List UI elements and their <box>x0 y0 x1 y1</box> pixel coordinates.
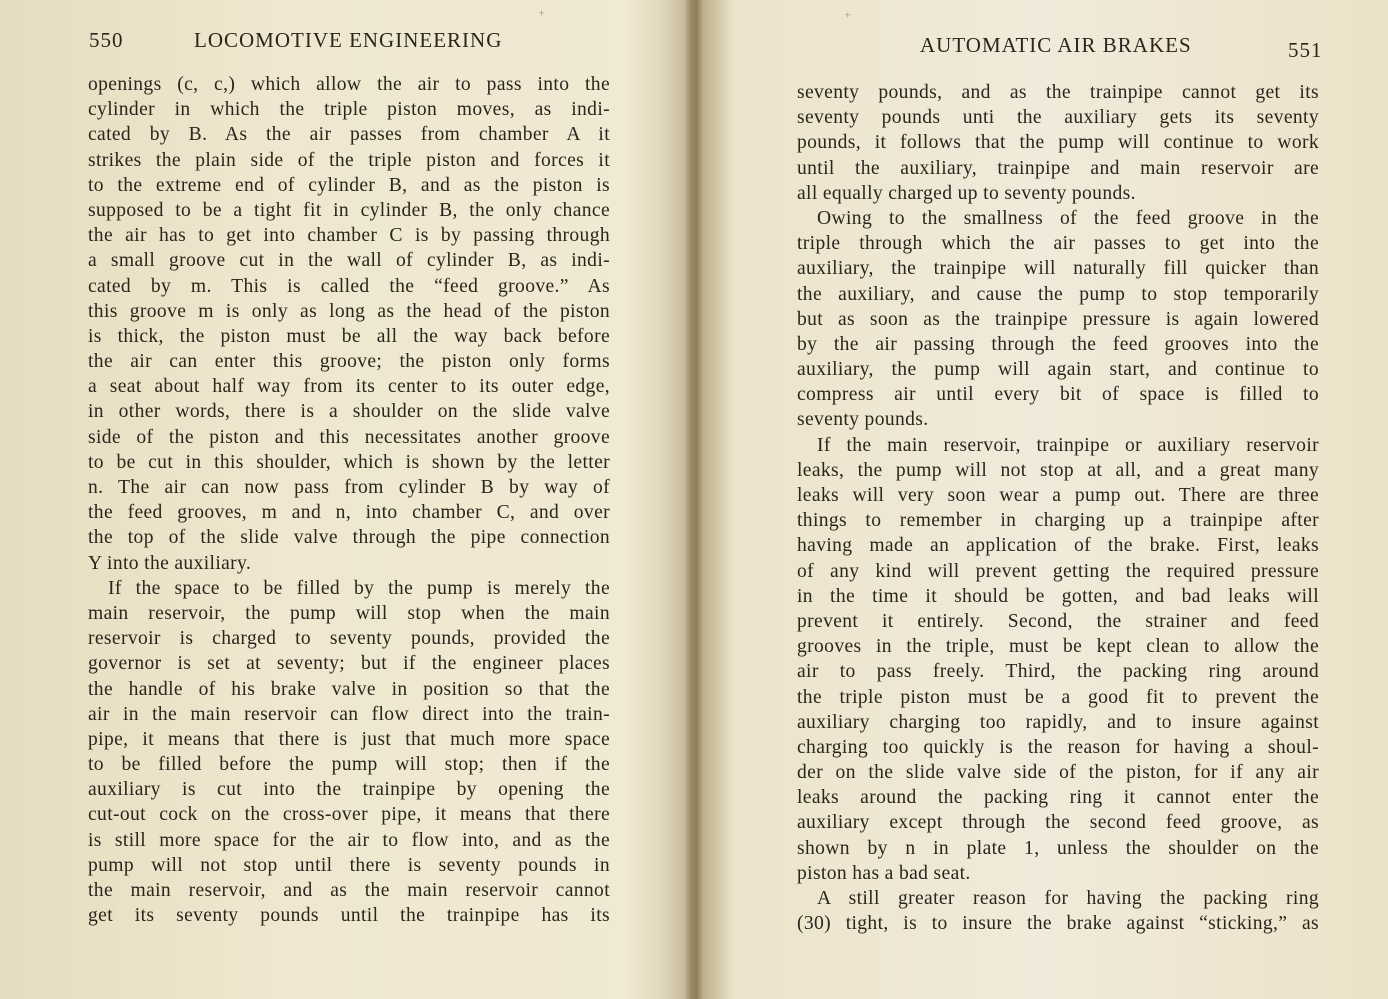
text-line: this groove m is only as long as the head of the piston <box>88 300 610 322</box>
left-page-text <box>88 72 610 928</box>
text-line: governor is set at seventy; but if the engineer places <box>88 653 610 675</box>
page-number-right: 551 <box>1288 38 1323 62</box>
text-line: prevent it entirely. Second, the strainer and feed <box>797 610 1319 632</box>
text-line: cated by B. As the air passes from chamber A it <box>88 124 610 146</box>
text-line: main reservoir, the pump will stop when the main <box>88 602 610 624</box>
text-line: the feed grooves, m and n, into chamber C, and over <box>88 502 610 524</box>
text-line: openings (c, c,) which allow the air to pass into the <box>88 74 610 95</box>
text-line: is still more space for the air to flow into, and as the <box>88 829 610 851</box>
text-line: If the main reservoir, trainpipe or auxiliary reservoir <box>817 434 1319 456</box>
text-line: leaks will very soon wear a pump out. There are three <box>797 485 1319 506</box>
text-line: the auxiliary, and cause the pump to stop temporarily <box>797 283 1319 305</box>
text-line: air in the main reservoir can flow direct into the train- <box>88 703 610 725</box>
text-line: auxiliary is cut into the trainpipe by opening the <box>88 779 610 801</box>
text-line: seventy pounds. <box>797 409 929 431</box>
text-line: until the auxiliary, trainpipe and main reservoir are <box>797 157 1319 179</box>
left-page <box>0 0 690 999</box>
text-line: the main reservoir, and as the main reservoir cannot <box>88 880 610 901</box>
text-line: auxiliary except through the second feed groove, as <box>797 812 1319 834</box>
text-line: shown by n in plate 1, unless the shoulder on the <box>797 837 1319 859</box>
text-line: auxiliary, the trainpipe will naturally fill quicker than <box>797 258 1319 280</box>
text-line: auxiliary, the pump will again start, and continue to <box>797 359 1319 381</box>
text-line: is thick, the piston must be all the way back before <box>88 325 610 347</box>
print-mark: ⁺ <box>844 10 852 26</box>
text-line: pounds, it follows that the pump will continue to work <box>797 132 1319 154</box>
text-line: Y into the auxiliary. <box>88 552 252 574</box>
text-line: of any kind will prevent getting the required pressure <box>797 560 1319 582</box>
text-line: grooves in the triple, must be kept clean to allow the <box>797 636 1319 658</box>
text-line: strikes the plain side of the triple piston and forces it <box>88 149 610 171</box>
text-line: reservoir is charged to seventy pounds, provided the <box>88 628 610 650</box>
text-line: to the extreme end of cylinder B, and as the piston is <box>88 174 610 196</box>
text-line: n. The air can now pass from cylinder B by way of <box>88 477 610 498</box>
text-line: supposed to be a tight fit in cylinder B, the only chance <box>88 199 610 221</box>
text-line: to be cut in this shoulder, which is shown by the letter <box>88 451 610 473</box>
text-line: having made an application of the brake. First, leaks <box>797 535 1319 557</box>
text-line: the air can enter this groove; the piston only forms <box>88 351 610 373</box>
text-line: in the time it should be gotten, and bad leaks will <box>797 585 1319 607</box>
text-line: pipe, it means that there is just that much more space <box>88 728 610 750</box>
right-page-text <box>797 80 1319 936</box>
right-page <box>700 0 1388 999</box>
text-line: in other words, there is a shoulder on the slide valve <box>88 401 610 423</box>
text-line: seventy pounds, and as the trainpipe cannot get its <box>797 82 1319 103</box>
text-line: (30) tight, is to insure the brake against “sticking,” as <box>797 913 1319 935</box>
running-head-right: AUTOMATIC AIR BRAKES <box>920 33 1192 57</box>
page-number-left: 550 <box>89 28 124 52</box>
text-line: auxiliary charging too rapidly, and to insure against <box>797 711 1319 733</box>
text-line: side of the piston and this necessitates another groove <box>88 426 610 448</box>
text-line: A still greater reason for having the packing ring <box>817 888 1319 909</box>
text-line: charging too quickly is the reason for having a shoul- <box>797 736 1319 758</box>
text-line: the air has to get into chamber C is by passing through <box>88 225 610 247</box>
text-line: Owing to the smallness of the feed groove in the <box>817 207 1319 229</box>
print-mark: ⁺ <box>538 8 546 24</box>
text-line: der on the slide valve side of the piston, for if any air <box>797 762 1319 784</box>
text-line: triple through which the air passes to get into the <box>797 233 1319 255</box>
text-line: seventy pounds unti the auxiliary gets its seventy <box>797 107 1319 129</box>
text-line: but as soon as the trainpipe pressure is again lowered <box>797 308 1319 330</box>
text-line: the handle of his brake valve in position so that the <box>88 678 610 700</box>
text-line: piston has a bad seat. <box>797 862 971 884</box>
text-line: leaks around the packing ring it cannot enter the <box>797 787 1319 809</box>
running-head-left: LOCOMOTIVE ENGINEERING <box>194 28 503 52</box>
text-line: a seat about half way from its center to its outer edge, <box>88 376 610 398</box>
text-line: things to remember in charging up a trainpipe after <box>797 510 1319 532</box>
text-line: cated by m. This is called the “feed groove.” As <box>88 275 610 297</box>
text-line: the top of the slide valve through the pipe connection <box>88 527 610 549</box>
text-line: a small groove cut in the wall of cylinder B, as indi- <box>88 250 610 272</box>
text-line: air to pass freely. Third, the packing ring around <box>797 661 1319 683</box>
text-line: compress air until every bit of space is filled to <box>797 384 1319 406</box>
text-line: by the air passing through the feed grooves into the <box>797 333 1319 355</box>
text-line: cut-out cock on the cross-over pipe, it means that there <box>88 804 610 826</box>
text-line: get its seventy pounds until the trainpipe has its <box>88 905 610 927</box>
text-line: all equally charged up to seventy pounds. <box>797 182 1136 204</box>
text-line: to be filled before the pump will stop; then if the <box>88 754 610 776</box>
text-line: leaks, the pump will not stop at all, and a great many <box>797 459 1319 481</box>
text-line: cylinder in which the triple piston moves, as indi- <box>88 99 610 121</box>
text-line: pump will not stop until there is seventy pounds in <box>88 854 610 876</box>
text-line: the triple piston must be a good fit to prevent the <box>797 686 1319 708</box>
text-line: If the space to be filled by the pump is merely the <box>108 577 610 599</box>
